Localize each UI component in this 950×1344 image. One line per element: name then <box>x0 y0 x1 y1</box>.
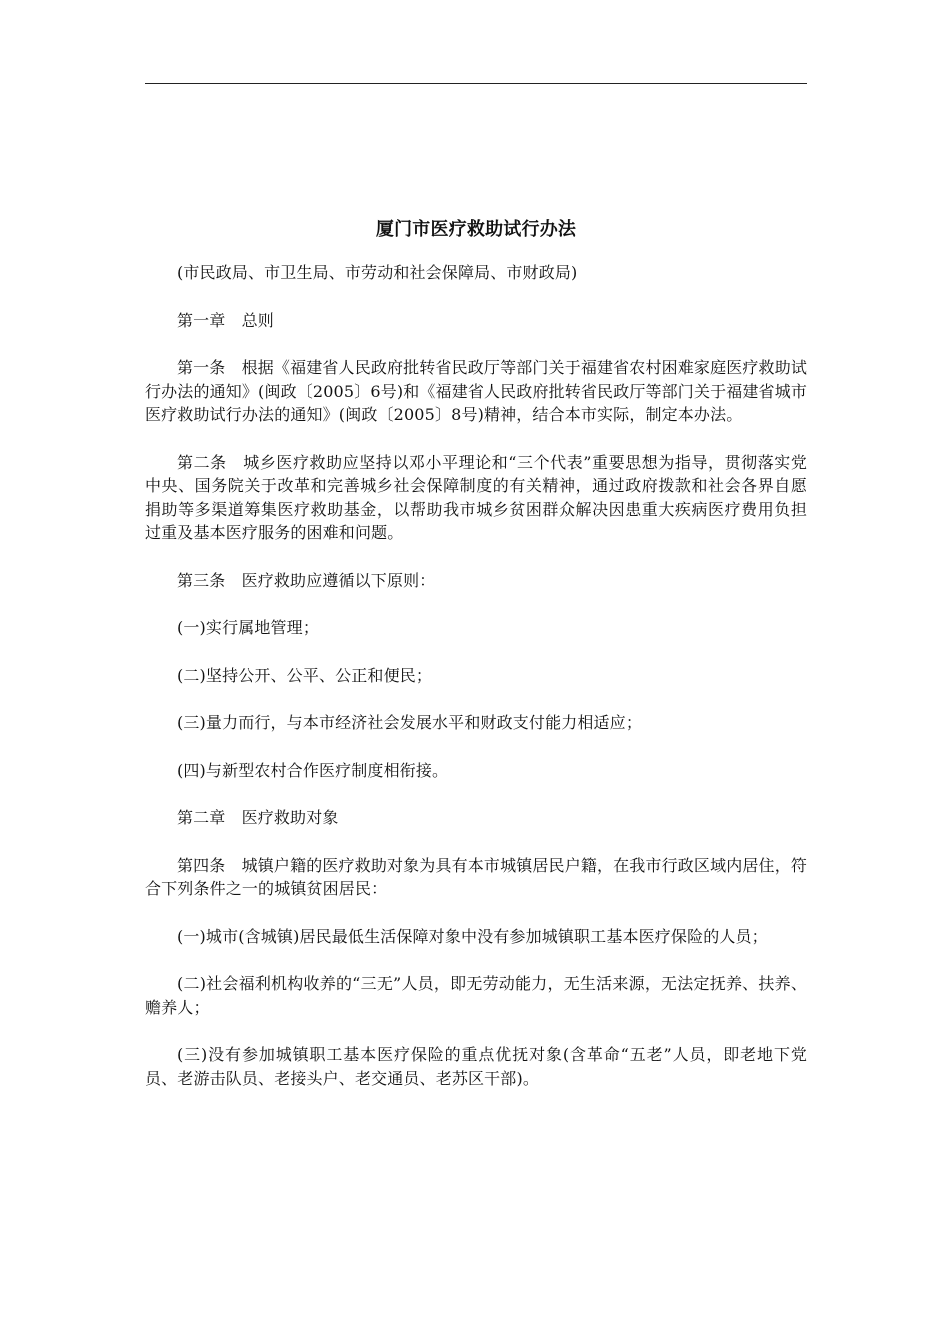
article-paragraph: 第二条 城乡医疗救助应坚持以邓小平理论和“三个代表”重要思想为指导，贯彻落实党中央、国务院关于改革和完善城乡社会保障制度的有关精神，通过政府拨款和社会各界自愿捐助等多渠道筹集医疗救助基金，以帮助我市城乡贫困群众解决因患重大疾病医疗费用负担过重及基本医疗服务的困难和问题。 <box>145 452 807 542</box>
list-item: (一)城市(含城镇)居民最低生活保障对象中没有参加城镇职工基本医疗保险的人员； <box>177 926 768 946</box>
chapter-heading: 第二章 医疗救助对象 <box>177 808 339 827</box>
article-paragraph: 第四条 城镇户籍的医疗救助对象为具有本市城镇居民户籍，在我市行政区域内居住，符合下列条件之一的城镇贫困居民： <box>145 855 807 898</box>
list-item: (三)量力而行，与本市经济社会发展水平和财政支付能力相适应； <box>177 713 642 732</box>
header-rule <box>145 83 807 84</box>
article-paragraph: 第三条 医疗救助应遵循以下原则： <box>177 570 436 590</box>
issuing-departments: (市民政局、市卫生局、市劳动和社会保障局、市财政局) <box>177 263 578 282</box>
list-item: (二)坚持公开、公平、公正和便民； <box>177 665 433 685</box>
chapter-heading: 第一章 总则 <box>177 310 274 330</box>
list-item: (三)没有参加城镇职工基本医疗保险的重点优抚对象(含革命“五老”人员，即老地下党员、老游击队员、老接头户、老交通员、老苏区干部)。 <box>145 1045 807 1088</box>
list-item: (一)实行属地管理； <box>177 618 319 637</box>
list-item: (二)社会福利机构收养的“三无”人员，即无劳动能力，无生活来源，无法定抚养、扶养、赡养人； <box>145 974 807 1017</box>
list-item: (四)与新型农村合作医疗制度相衔接。 <box>177 760 449 780</box>
article-paragraph: 第一条 根据《福建省人民政府批转省民政厅等部门关于福建省农村困难家庭医疗救助试行办法的通知》(闽政〔2005〕6号)和《福建省人民政府批转省民政厅等部门关于福建省城市医疗救助试行办法的通知》(闽政〔2005〕8号)精神，结合本市实际，制定本办法。 <box>145 358 807 424</box>
document-title: 厦门市医疗救助试行办法 <box>375 219 577 240</box>
document-body <box>145 216 807 1114</box>
